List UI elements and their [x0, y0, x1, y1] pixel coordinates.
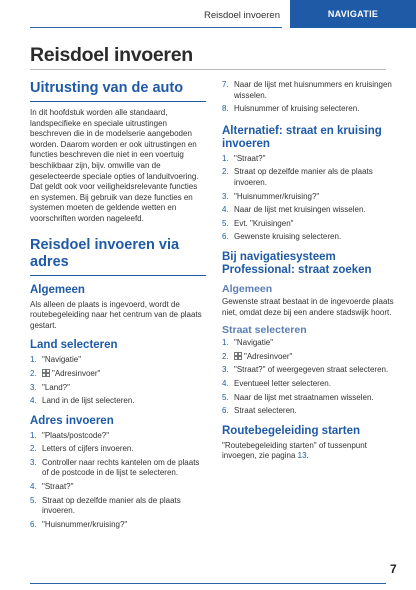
list-item: 2. "Adresinvoer"	[30, 368, 101, 378]
list-item: 1. "Plaats/postcode?"	[30, 430, 110, 440]
list-item: 2. Letters of cijfers invoeren.	[30, 444, 134, 454]
subheading-professional: Bij navigatiesysteem Professional: straat zoeken	[222, 250, 372, 276]
general-paragraph: Als alleen de plaats is ingevoerd, wordt de routebegeleiding naar het centrum van de plaats gestart.	[30, 299, 202, 330]
professional-general-paragraph: Gewenste straat bestaat in de ingevoerde plaats niet, omdat deze bij een andere stadswijk hoort.	[222, 296, 394, 317]
list-item: 2. Straat op dezelfde manier als de plaats invoeren.	[222, 167, 373, 187]
page-number: 7	[390, 562, 397, 576]
page-header	[0, 0, 416, 36]
country-steps-list	[30, 355, 206, 406]
menu-icon	[234, 352, 242, 360]
list-item: 5. Straat op dezelfde manier als de plaats invoeren.	[30, 495, 181, 516]
subheading-country: Land selecteren	[30, 339, 118, 352]
list-item: 3. Controller naar rechts kantelen om de plaats of de postcode in de lijst te selecteren.	[30, 457, 200, 478]
section-heading-address: Reisdoel invoeren via adres	[30, 237, 206, 276]
list-item: 1. "Straat?"	[222, 153, 266, 163]
footer-rule	[30, 583, 386, 584]
page-title: Reisdoel invoeren	[30, 44, 193, 66]
chapter-tab[interactable]: NAVIGATIE	[290, 0, 416, 28]
section-heading-equipment: Uitrusting van de auto	[30, 80, 206, 102]
list-item: 4. Naar de lijst met kruisingen wisselen.	[222, 205, 366, 215]
list-item: 4. Eventueel letter selecteren.	[222, 378, 331, 388]
list-item: 3. "Straat?" of weergegeven straat selecteren.	[222, 365, 389, 375]
equipment-paragraph: In dit hoofdstuk worden alle standaard, landspecifieke en speciale uitrustingen beschreven die in de modelserie aangeboden worden. Daarom worden er ook uitrustingen en functies beschreven die niet in een voertuig beschikbaar zijn, bijv. omwille van de geselecteerde speciale opties of landuitvoering. Dat geldt ook voor veiligheidsrelevante functies en systemen. Bij gebruik van deze functies en systemen moeten de geldende wetten en voorschriften worden nageleefd.	[30, 108, 199, 223]
list-item: 5. Naar de lijst met straatnamen wisselen.	[222, 392, 374, 402]
right-column	[222, 80, 398, 462]
list-item: 1. "Navigatie"	[30, 355, 82, 365]
continued-steps-list	[222, 80, 398, 115]
menu-icon	[42, 369, 50, 377]
list-item: 1. "Navigatie"	[222, 338, 274, 348]
alternative-steps-list	[222, 154, 398, 243]
list-item: 3. "Land?"	[30, 382, 70, 392]
list-item: 7. Naar de lijst met huisnummers en kruisingen wisselen.	[222, 80, 392, 100]
subheading-start-guidance: Routebegeleiding starten	[222, 424, 361, 437]
header-rule	[30, 27, 282, 28]
subheading-alternative: Alternatief: straat en kruising invoeren	[222, 124, 382, 150]
subheading-address-input: Adres invoeren	[30, 414, 114, 427]
list-item: 4. "Straat?"	[30, 482, 74, 492]
subheading-street-select: Straat selecteren	[222, 324, 307, 337]
title-rule	[30, 69, 386, 70]
street-steps-list	[222, 338, 398, 417]
list-item: 5. Evt. "Kruisingen"	[222, 218, 294, 228]
address-steps-list	[30, 431, 206, 531]
list-item: 2. "Adresinvoer"	[222, 351, 293, 361]
list-item: 3. "Huisnummer/kruising?"	[222, 191, 320, 201]
list-item: 6. "Huisnummer/kruising?"	[30, 519, 128, 529]
list-item: 6. Straat selecteren.	[222, 406, 297, 416]
subheading-professional-general: Algemeen	[222, 282, 273, 295]
start-guidance-paragraph: "Routebegeleiding starten" of tussenpunt invoegen, zie pagina 13.	[222, 440, 367, 461]
list-item: 6. Gewenste kruising selecteren.	[222, 232, 342, 242]
left-column	[30, 80, 206, 533]
page-reference-link[interactable]: 13	[297, 451, 307, 461]
subheading-general: Algemeen	[30, 283, 85, 296]
header-section-title: Reisdoel invoeren	[203, 10, 280, 21]
list-item: 4. Land in de lijst selecteren.	[30, 396, 135, 406]
list-item: 8. Huisnummer of kruising selecteren.	[222, 104, 360, 114]
